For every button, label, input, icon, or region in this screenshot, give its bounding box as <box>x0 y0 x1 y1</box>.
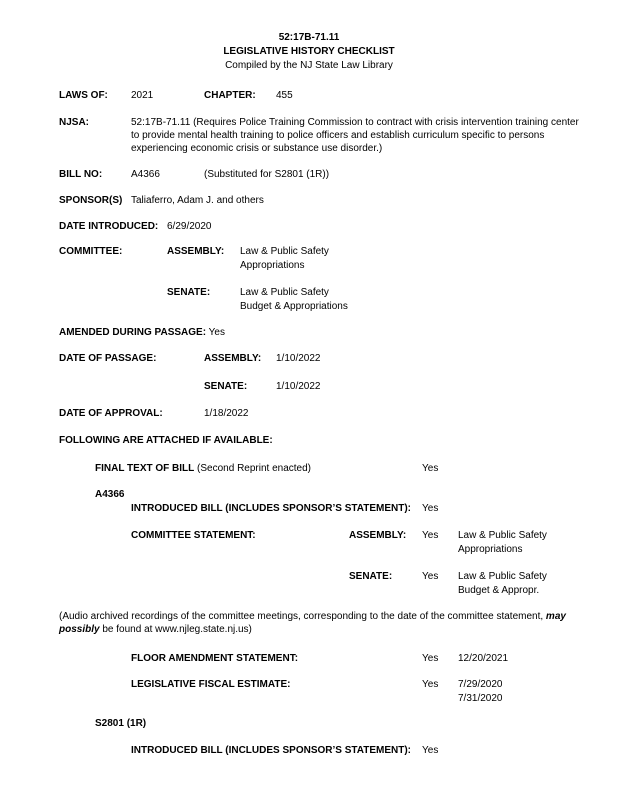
a4366-introduced-value: Yes <box>422 503 439 514</box>
chapter-label: CHAPTER: <box>204 90 256 101</box>
final-text-label: FINAL TEXT OF BILL <box>95 463 195 474</box>
fiscal-estimate-label: LEGISLATIVE FISCAL ESTIMATE: <box>131 679 291 690</box>
passage-assembly-date: 1/10/2022 <box>276 353 321 364</box>
a4366-introduced-label: INTRODUCED BILL (INCLUDES SPONSOR’S STATEMENT): <box>131 503 411 514</box>
final-text-note: (Second Reprint enacted) <box>197 463 312 474</box>
committee-assembly-1: Law & Public Safety <box>240 246 329 257</box>
cs-senate-committee-1: Law & Public Safety <box>458 571 547 582</box>
fiscal-estimate-date-1: 7/29/2020 <box>458 679 503 690</box>
passage-senate-date: 1/10/2022 <box>276 381 321 392</box>
attached-heading: FOLLOWING ARE ATTACHED IF AVAILABLE: <box>59 435 273 446</box>
passage-assembly-label: ASSEMBLY: <box>204 353 262 364</box>
cs-senate-value: Yes <box>422 571 439 582</box>
audio-note <box>59 610 589 636</box>
committee-senate-1: Law & Public Safety <box>240 287 329 298</box>
sponsors-label: SPONSOR(S) <box>59 195 123 206</box>
committee-assembly-2: Appropriations <box>240 260 305 271</box>
audio-note-emphasis: may possibly <box>59 611 566 635</box>
laws-of-label: LAWS OF: <box>59 90 108 101</box>
committee-senate-2: Budget & Appropriations <box>240 301 348 312</box>
floor-amendment-value: Yes <box>422 653 439 664</box>
sponsors-value: Taliaferro, Adam J. and others <box>131 195 264 206</box>
cs-assembly-committee-1: Law & Public Safety <box>458 530 547 541</box>
njsa-line-3: experiencing economic crisis or substance use disorder.) <box>131 143 383 154</box>
committee-label: COMMITTEE: <box>59 246 123 257</box>
bill-no-value: A4366 <box>131 169 160 180</box>
cs-senate-committee-2: Budget & Appropr. <box>458 585 540 596</box>
final-text-value: Yes <box>422 463 439 474</box>
date-introduced-label: DATE INTRODUCED: <box>59 221 159 232</box>
bill-no-note: (Substituted for S2801 (1R)) <box>204 169 330 180</box>
s2801-introduced-value: Yes <box>422 745 439 756</box>
floor-amendment-date: 12/20/2021 <box>458 653 509 664</box>
s2801-heading: S2801 (1R) <box>95 718 147 729</box>
cs-assembly-value: Yes <box>422 530 439 541</box>
chapter-value: 455 <box>276 90 293 101</box>
floor-amendment-label: FLOOR AMENDMENT STATEMENT: <box>131 653 299 664</box>
passage-senate-label: SENATE: <box>204 381 248 392</box>
approval-label: DATE OF APPROVAL: <box>59 408 163 419</box>
amended-row <box>59 326 225 339</box>
date-introduced-value: 6/29/2020 <box>167 221 212 232</box>
njsa-label: NJSA: <box>59 117 90 128</box>
cs-senate-label: SENATE: <box>349 571 393 582</box>
document-title: LEGISLATIVE HISTORY CHECKLIST <box>223 46 395 57</box>
approval-value: 1/18/2022 <box>204 408 249 419</box>
laws-of-value: 2021 <box>131 90 154 101</box>
committee-senate-label: SENATE: <box>167 287 211 298</box>
njsa-line-2: to provide mental health training to police officers and establish curriculum specific to persons <box>131 130 545 141</box>
amended-label: AMENDED DURING PASSAGE: <box>59 327 207 338</box>
amended-value: Yes <box>208 327 225 338</box>
statute-heading: 52:17B-71.11 <box>278 32 340 43</box>
audio-note-part-2: be found at www.njleg.state.nj.us) <box>102 624 252 635</box>
committee-statement-label: COMMITTEE STATEMENT: <box>131 530 256 541</box>
njsa-line-1: 52:17B-71.11 (Requires Police Training Commission to contract with crisis intervention training center <box>131 117 579 128</box>
cs-assembly-label: ASSEMBLY: <box>349 530 407 541</box>
bill-no-label: BILL NO: <box>59 169 103 180</box>
compiled-by: Compiled by the NJ State Law Library <box>225 60 393 71</box>
fiscal-estimate-value: Yes <box>422 679 439 690</box>
final-text-row <box>95 462 311 475</box>
audio-note-part-1: (Audio archived recordings of the committee meetings, corresponding to the date of the committee statement, <box>59 611 544 622</box>
passage-label: DATE OF PASSAGE: <box>59 353 157 364</box>
a4366-heading: A4366 <box>95 489 125 500</box>
committee-assembly-label: ASSEMBLY: <box>167 246 225 257</box>
cs-assembly-committee-2: Appropriations <box>458 544 523 555</box>
s2801-introduced-label: INTRODUCED BILL (INCLUDES SPONSOR’S STATEMENT): <box>131 745 411 756</box>
fiscal-estimate-date-2: 7/31/2020 <box>458 693 503 704</box>
